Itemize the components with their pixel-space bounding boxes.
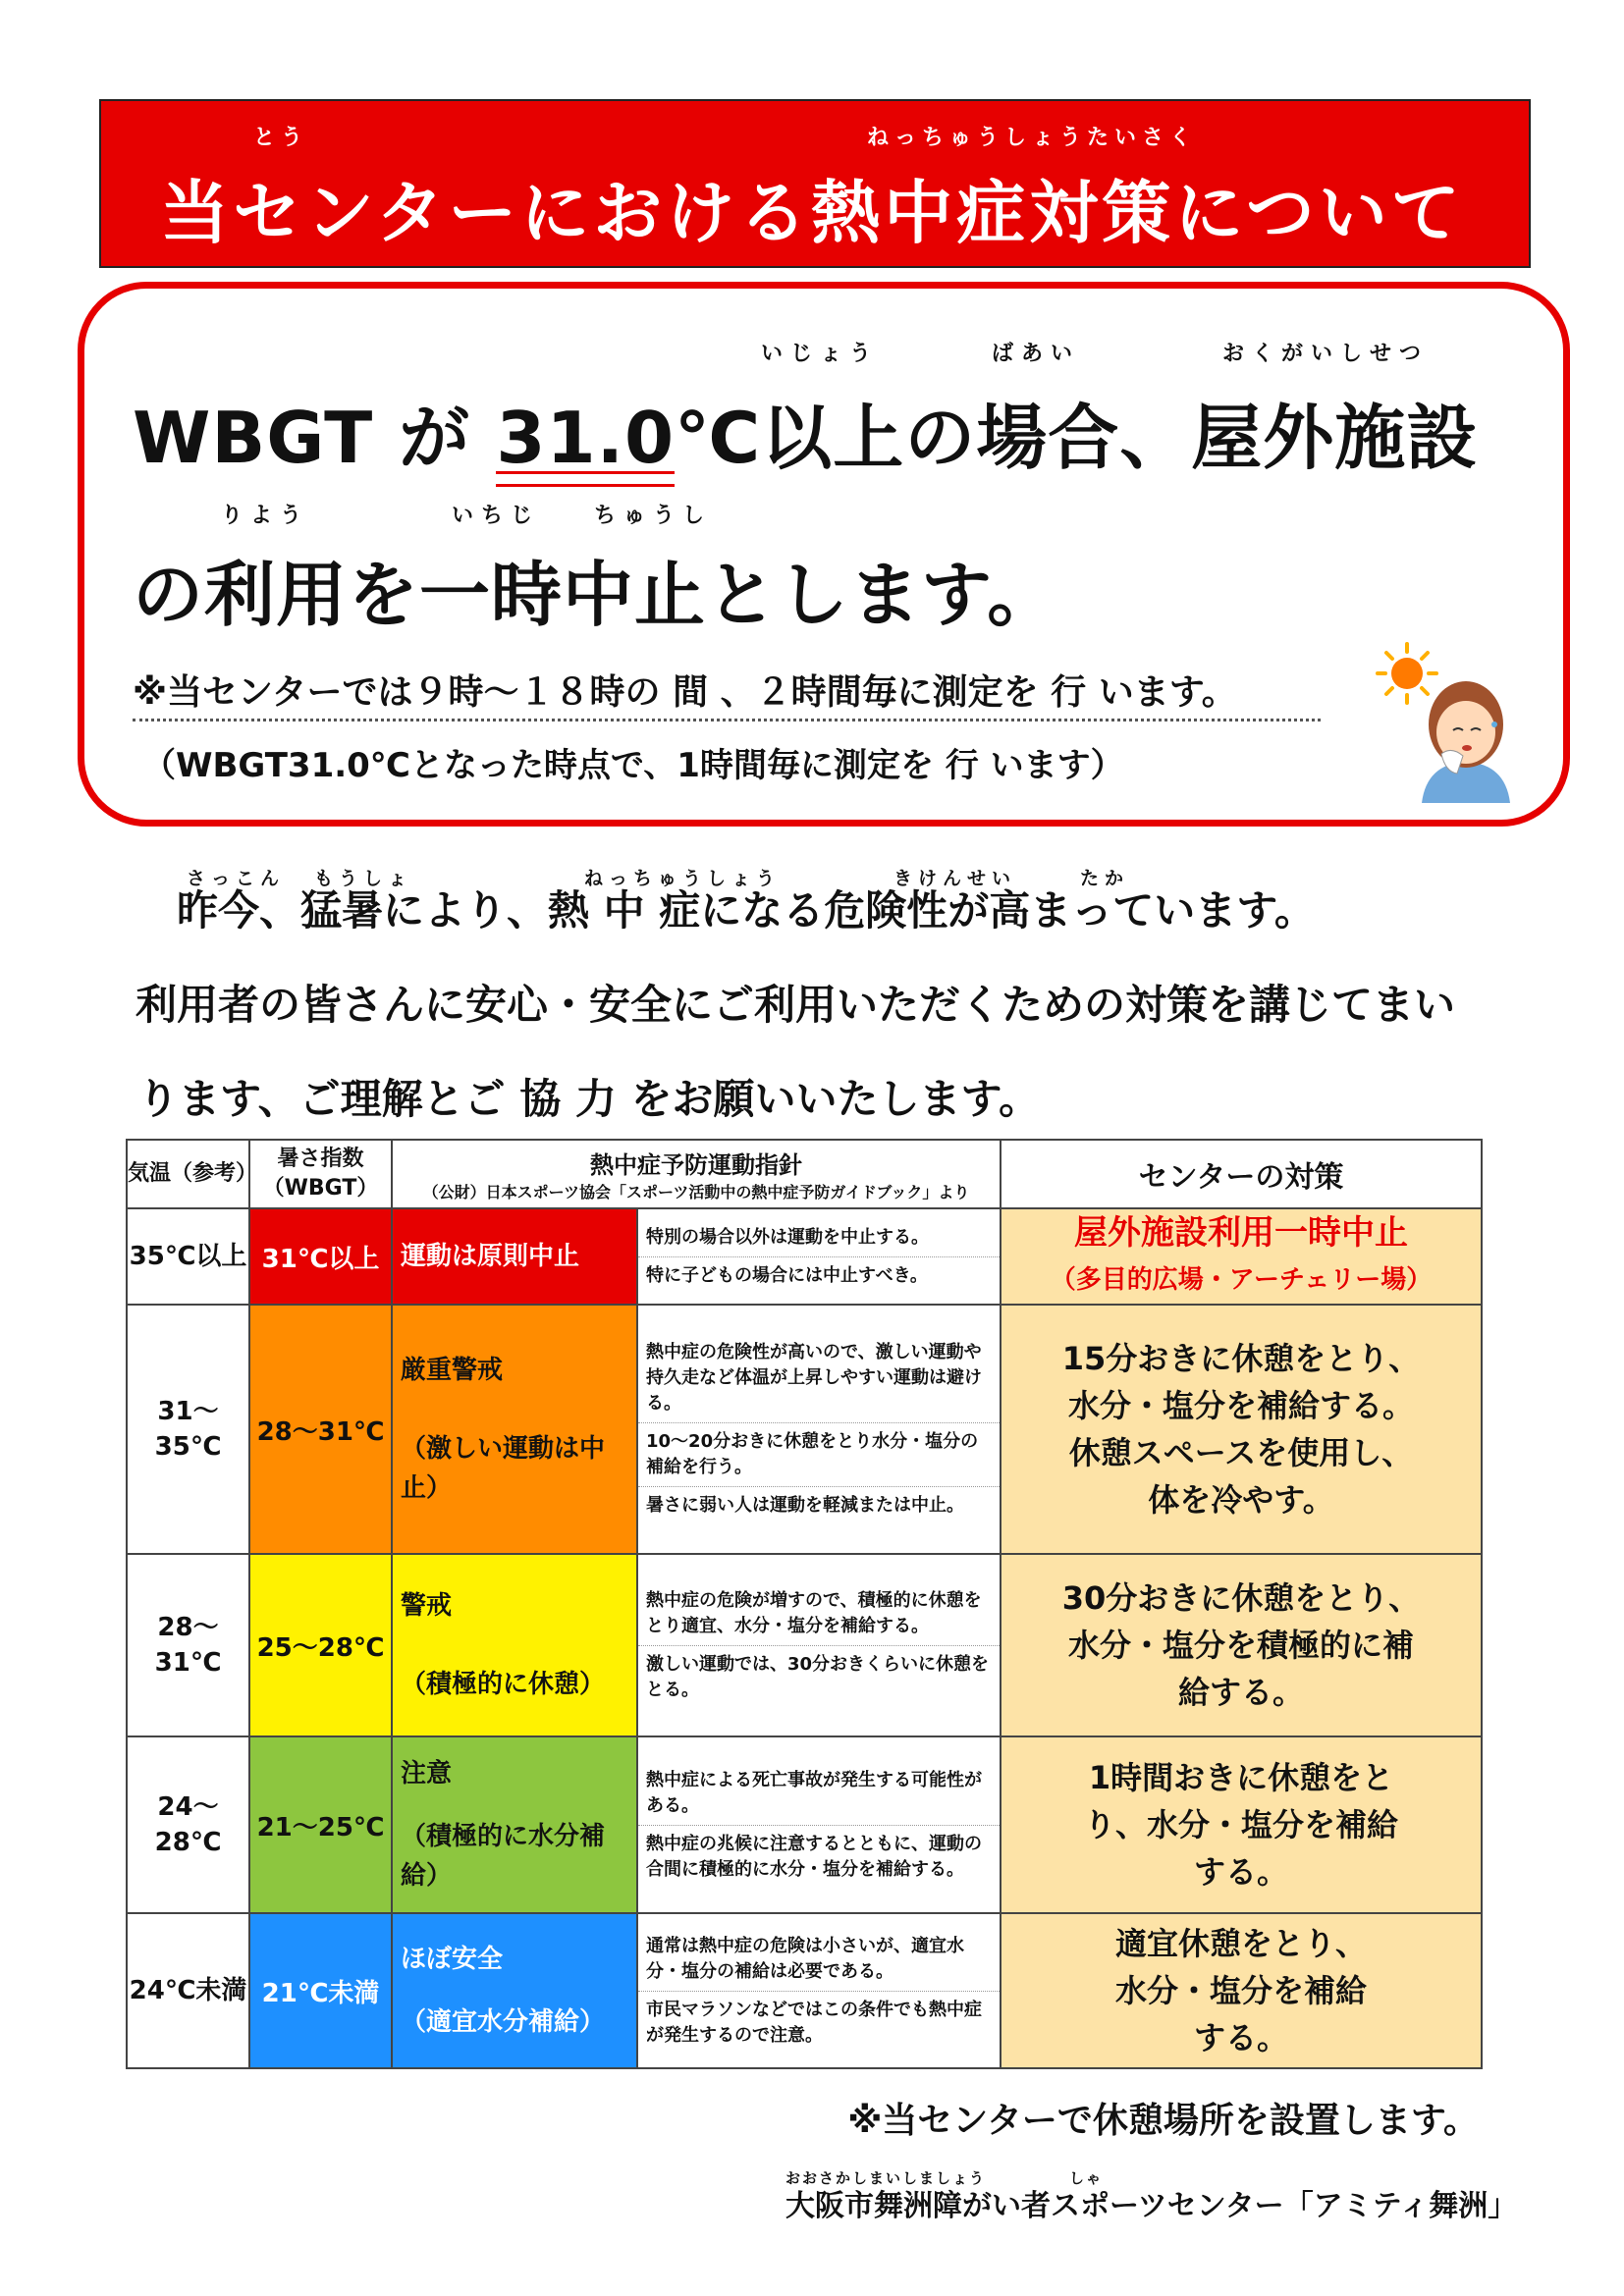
row-wbgt: 21～25℃	[249, 1736, 392, 1913]
row-level	[392, 1208, 637, 1305]
guide-item: 暑さに弱い人は運動を軽減または中止。	[638, 1486, 1000, 1524]
notice-threshold-value: 31.0	[496, 397, 676, 479]
guide-item: 特別の場合以外は運動を中止する。	[646, 1226, 929, 1248]
row-level-sub: （激しい運動は中止）	[401, 1434, 606, 1503]
para-ruby-kikensei: きけんせい	[893, 868, 1017, 889]
row-level-sub: （適宜水分補給）	[401, 2007, 606, 2037]
footer-organization: 大阪市舞洲障がい者スポーツセンター「アミティ舞洲」	[785, 2189, 1518, 2223]
notice-line-2: の利用を一時中止とします。	[133, 554, 1059, 636]
header-guide-title: 熱中症予防運動指針	[590, 1151, 802, 1179]
notice-line-4: （WBGT31.0℃となった時点で、1時間毎に測定を 行 います）	[142, 746, 1124, 785]
row-wbgt: 25～28℃	[249, 1554, 392, 1736]
intro-line-3: ります、ご理解とご 協 力 をお願いいたします。	[137, 1075, 1041, 1123]
table-header-row	[127, 1140, 1482, 1208]
table-row	[127, 1736, 1482, 1913]
row-level	[392, 1913, 637, 2068]
header-wbgt	[249, 1140, 392, 1208]
measure-main: 屋外施設利用一時中止	[1074, 1213, 1408, 1253]
hot-person-illustration	[1373, 636, 1515, 808]
notice-line-1	[133, 381, 1478, 483]
row-level-label: 注意	[401, 1759, 453, 1789]
para-ruby-nettyuusho: ねっちゅうしょう	[584, 868, 782, 889]
measure-main: 30分おきに休憩をとり、水分・塩分を積極的に補給する。	[1061, 1579, 1421, 1711]
row-wbgt: 28～31℃	[249, 1305, 392, 1554]
measure-main: 適宜休憩をとり、水分・塩分を補給する。	[1114, 1925, 1367, 2056]
header-temp	[127, 1140, 258, 1208]
row-temp: 24～28℃	[127, 1736, 249, 1913]
footer-note: ※当センターで休憩場所を設置します。	[847, 2101, 1479, 2141]
table-row	[127, 1305, 1482, 1554]
intro-line-1: 昨今、猛暑により、熱 中 症になる危険性が高まっています。	[177, 886, 1316, 934]
row-temp: 24℃未満	[127, 1913, 249, 2068]
notice-line-1-post: ℃以上の場合、屋外施設	[675, 397, 1479, 479]
row-temp: 35℃以上	[127, 1208, 249, 1305]
intro-paragraph	[137, 864, 1532, 1147]
row-level-sub: （積極的に休憩）	[401, 1670, 606, 1699]
row-level	[392, 1736, 637, 1913]
row-level-label: 警戒	[401, 1591, 453, 1621]
row-level	[392, 1305, 637, 1554]
guide-item: 通常は熱中症の危険は小さいが、適宜水分・塩分の補給は必要である。	[646, 1935, 964, 1982]
guide-item: 熱中症の危険が増すので、積極的に休憩をとり適宜、水分・塩分を補給する。	[646, 1589, 982, 1636]
heat-index-table	[126, 1139, 1483, 2069]
row-guide	[637, 1736, 1001, 1913]
row-wbgt: 31℃以上	[249, 1208, 392, 1305]
row-measure	[1001, 1208, 1482, 1305]
notice-ruby-1b: ばあい	[992, 342, 1081, 366]
notice-ruby-1c: おくがいしせつ	[1222, 342, 1430, 366]
header-wbgt-label: 暑さ指数（WBGT）	[262, 1147, 379, 1201]
title-ruby-nettyuu: ねっちゅうしょうたいさく	[867, 126, 1198, 150]
row-guide	[637, 1305, 1001, 1554]
table-row	[127, 1913, 1482, 2068]
guide-item: 10～20分おきに休憩をとり水分・塩分の補給を行う。	[638, 1422, 1000, 1486]
row-measure	[1001, 1554, 1482, 1736]
guide-item: 熱中症の危険性が高いので、激しい運動や持久走など体温が上昇しやすい運動は避ける。	[646, 1342, 982, 1414]
notice-ruby-2b: いちじ	[452, 504, 541, 528]
notice-ruby-2a: りよう	[221, 504, 310, 528]
guide-item: 激しい運動では、30分おきくらいに休憩をとる。	[638, 1645, 1000, 1709]
row-level	[392, 1554, 637, 1736]
row-guide	[637, 1208, 1001, 1305]
guide-item: 熱中症による死亡事故が発生する可能性がある。	[646, 1769, 982, 1816]
notice-line-3: ※当センターでは９時～１８時の 間 、２時間毎に測定を 行 います。	[133, 665, 1321, 721]
header-center-measures: センターの対策	[1001, 1140, 1482, 1208]
row-level-label: ほぼ安全	[401, 1945, 504, 1974]
notice-ruby-2c: ちゅうし	[594, 504, 713, 528]
guide-item: 特に子どもの場合には中止すべき。	[638, 1256, 1000, 1295]
row-measure	[1001, 1736, 1482, 1913]
row-temp: 28～31℃	[127, 1554, 249, 1736]
measure-main: 15分おきに休憩をとり、水分・塩分を補給する。休憩スペースを使用し、体を冷やす。	[1061, 1340, 1421, 1519]
title-ruby-tou: とう	[253, 126, 309, 150]
row-wbgt: 21℃未満	[249, 1913, 392, 2068]
row-guide	[637, 1554, 1001, 1736]
row-measure	[1001, 1305, 1482, 1554]
footer-org-ruby: おおさかしまいしましょう しゃ	[785, 2169, 1104, 2187]
row-level-label: 運動は原則中止	[401, 1242, 580, 1271]
header-temp-label: 気温（参考）	[128, 1161, 258, 1186]
table-row	[127, 1208, 1482, 1305]
intro-line-2: 利用者の皆さんに安心・安全にご利用いただくための対策を講じてまい	[135, 981, 1456, 1029]
header-guide	[392, 1140, 1001, 1208]
sun-icon	[1378, 644, 1436, 703]
measure-sub: （多目的広場・アーチェリー場）	[1050, 1265, 1433, 1295]
header-banner	[99, 99, 1531, 268]
notice-ruby-1a: いじょう	[761, 342, 880, 366]
notice-line-1-pre: WBGT が	[133, 397, 497, 479]
table-row	[127, 1554, 1482, 1736]
page-title: 当センターにおける熱中症対策について	[160, 173, 1464, 253]
row-guide	[637, 1913, 1001, 2068]
person-icon	[1422, 681, 1510, 803]
measure-main: 1時間おきに休憩をとり、水分・塩分を補給する。	[1083, 1759, 1398, 1891]
row-level-sub: （積極的に水分補給）	[401, 1822, 606, 1891]
para-ruby-sakkon: さっこん	[187, 868, 286, 889]
row-level-label: 厳重警戒	[401, 1356, 504, 1385]
header-guide-source: （公財）日本スポーツ協会「スポーツ活動中の熱中症予防ガイドブック」より	[422, 1183, 970, 1201]
guide-item: 熱中症の兆候に注意するとともに、運動の合間に積極的に水分・塩分を補給する。	[638, 1825, 1000, 1889]
row-temp: 31～35℃	[127, 1305, 249, 1554]
para-ruby-mousho: もうしょ	[314, 868, 413, 889]
para-ruby-taka: たか	[1080, 868, 1130, 889]
row-measure	[1001, 1913, 1482, 2068]
guide-item: 市民マラソンなどではこの条件でも熱中症が発生するので注意。	[638, 1991, 1000, 2055]
